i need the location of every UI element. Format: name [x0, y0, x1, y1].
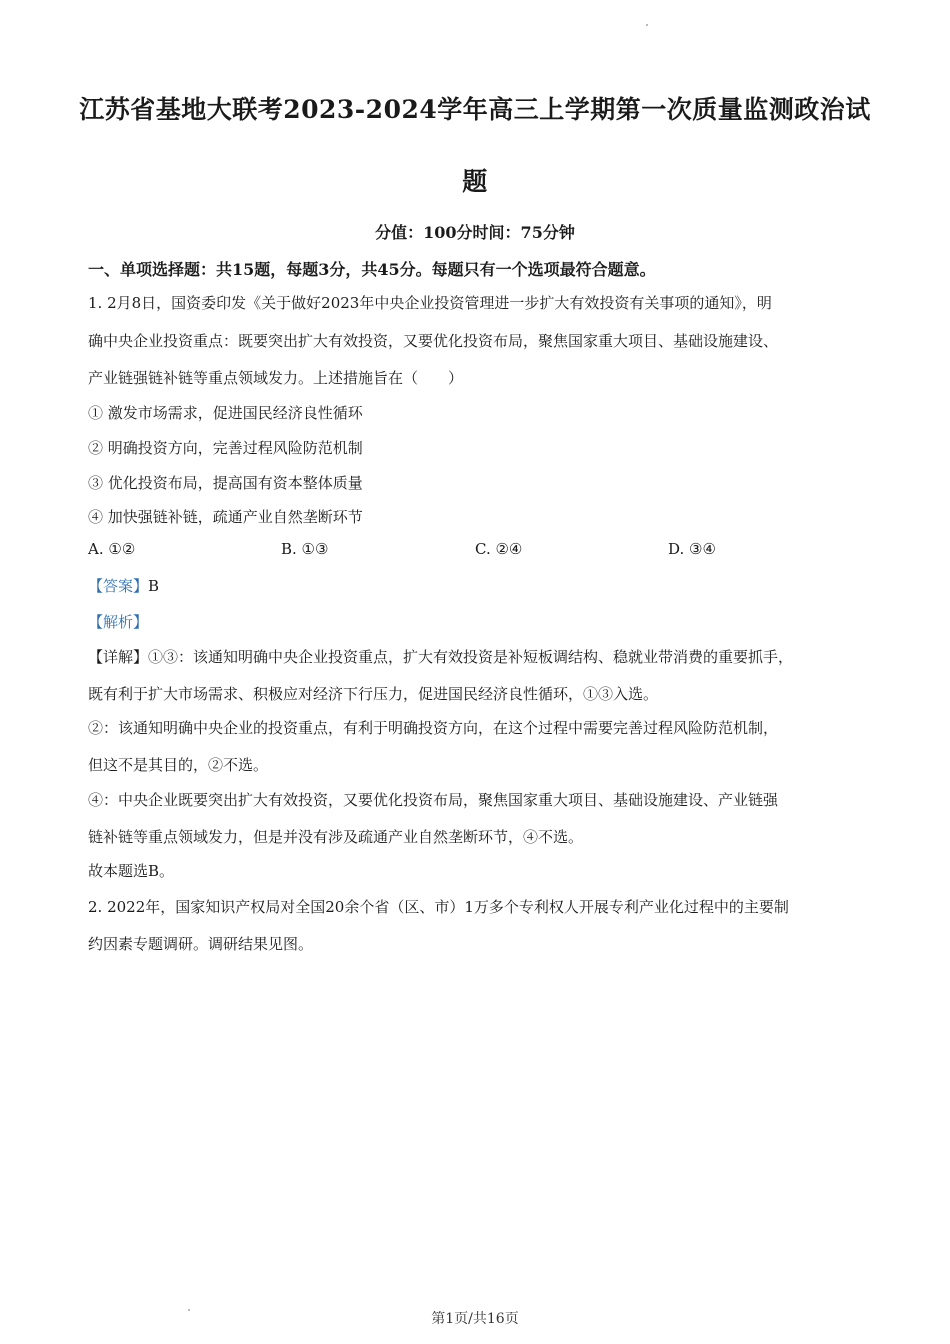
q1-detail-line5: ④：中央企业既要突出扩大有效投资，又要优化投资布局，聚焦国家重大项目、基础设施建设、产业链强 [88, 791, 779, 809]
document-title-line1: 江苏省基地大联考2023-2024学年高三上学期第一次质量监测政治试 [79, 95, 871, 124]
q1-detail-line7: 故本题选B。 [88, 862, 175, 880]
q1-analysis [88, 611, 148, 632]
q1-statement-2: ② 明确投资方向，完善过程风险防范机制 [88, 439, 363, 457]
q2-stem-line1: 2. 2022年，国家知识产权局对全国20余个省（区、市）1万多个专利权人开展专利产业化过程中的主要制 [88, 898, 789, 916]
q1-detail-line3: ②：该通知明确中央企业的投资重点，有利于明确投资方向，在这个过程中需要完善过程风险防范机制， [88, 719, 779, 737]
q1-statement-4: ④ 加快强链补链，疏通产业自然垄断环节 [88, 508, 363, 526]
q1-choice-b: B. ①③ [281, 540, 329, 558]
q1-stem-line1: 1. 2月8日，国资委印发《关于做好2023年中央企业投资管理进一步扩大有效投资有关事项的通知》，明 [88, 294, 772, 312]
q1-statement-1: ① 激发市场需求，促进国民经济良性循环 [88, 404, 363, 422]
answer-value: B [148, 577, 160, 595]
section-heading: 一、单项选择题：共15题，每题3分，共45分。每题只有一个选项最符合题意。 [88, 260, 656, 279]
q1-detail-line2: 既有利于扩大市场需求、积极应对经济下行压力，促进国民经济良性循环，①③入选。 [88, 685, 659, 703]
detail-text: ①③：该通知明确中央企业投资重点，扩大有效投资是补短板调结构、稳就业带消费的重要抓手， [148, 648, 794, 666]
page-number: 第1页/共16页 [431, 1311, 519, 1327]
document-title-line2: 题 [462, 167, 488, 196]
q1-answer [88, 575, 159, 596]
q1-choice-c: C. ②④ [475, 540, 523, 558]
q1-detail-line1 [88, 646, 793, 667]
q1-detail-line6: 链补链等重点领域发力，但是并没有涉及疏通产业自然垄断环节，④不选。 [88, 828, 584, 846]
analysis-label: 【解析】 [88, 613, 149, 631]
scan-speck [646, 24, 648, 26]
q1-choice-d: D. ③④ [668, 540, 716, 558]
q1-stem-line3: 产业链强链补链等重点领域发力。上述措施旨在（ ） [88, 369, 464, 387]
q1-choice-a: A. ①② [88, 540, 136, 558]
exam-meta: 分值：100分时间：75分钟 [375, 223, 575, 242]
answer-label: 【答案】 [88, 577, 149, 595]
q1-detail-line4: 但这不是其目的，②不选。 [88, 756, 269, 774]
q1-stem-line2: 确中央企业投资重点：既要突出扩大有效投资，又要优化投资布局，聚焦国家重大项目、基础设施建设、 [88, 332, 779, 350]
detail-label: 【详解】 [88, 648, 149, 666]
q2-stem-line2: 约因素专题调研。调研结果见图。 [88, 935, 314, 953]
q1-statement-3: ③ 优化投资布局，提高国有资本整体质量 [88, 474, 363, 492]
